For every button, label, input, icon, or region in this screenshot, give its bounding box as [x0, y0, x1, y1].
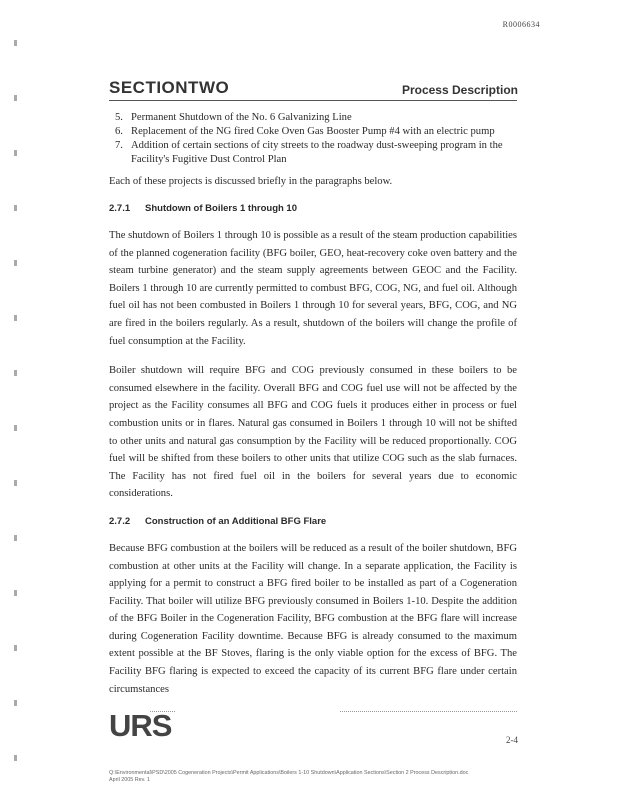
page-number: 2-4: [506, 735, 518, 745]
header-rule: [109, 100, 517, 101]
paragraph: Boiler shutdown will require BFG and COG previously consumed in these boilers to be consumed elsewhere in the facility. Overall BFG and COG fuel use will not be affected by the project as the Facility consumes all BFG and COG fuels it produces either in process or fuel combustion units or in flares. Natural gas consumed in Boilers 1 through 10 will not be shifted to other units and natural gas consumption by the Facility will be reduced proportionally. COG fuel will be shifted from these boilers to other units that utilize COG such as the slab furnaces. The Facility has not fired fuel oil in the boilers for several years due to economic considerations.: [109, 365, 517, 500]
subsection-heading-boilers: [109, 202, 517, 216]
subsection-number: 2.7.1: [109, 203, 131, 214]
document-number: R0006634: [502, 20, 540, 29]
list-item: [109, 139, 517, 167]
list-item: [109, 111, 517, 125]
revision-date: April 2005 Rev. 1: [109, 777, 150, 783]
page-title: Process Description: [401, 83, 518, 97]
list-item-text: Addition of certain sections of city streets to the roadway dust-sweeping program in the Facility's Fugitive Dust Control Plan: [131, 140, 503, 165]
subsection-title: Shutdown of Boilers 1 through 10: [145, 203, 297, 214]
list-item-text: Replacement of the NG fired Coke Oven Gas Booster Pump #4 with an electric pump: [131, 126, 495, 137]
project-list: [109, 111, 517, 167]
subsection-heading-flare: [109, 515, 517, 529]
paragraph: Because BFG combustion at the boilers will be reduced as a result of the boiler shutdown, BFG combustion at other units at the Facility will change. In a separate application, the Facility is applying for a permit to construct a BFG fired boiler to be installed as part of a Cogeneration Facility. That boiler will utilize BFG previously consumed in Boilers 1-10. Despite the addition of the BFG Boiler in the Cogeneration Facility, BFG combustion at the BFG flare will increase during Cogeneration Facility downtime. Because BFG is already consumed to the maximum extent possible at the BF Stoves, flaring is the only viable option for the excess of BFG. The Facility BFG flaring is expected to exceed the capacity of its current BFG flare under certain circumstances: [109, 542, 517, 695]
paragraph: The shutdown of Boilers 1 through 10 is possible as a result of the steam production capabilities of the planned cogeneration facility (BFG boiler, GEO, heat-recovery coke oven battery and the steam turbine generator) and the steam supply agreements between GEOC and the Facility. Boilers 1 through 10 are currently permitted to combust BFG, COG, NG, and fuel oil. Although fuel oil has not been combusted in Boilers 1 through 10 for several years, BFG, COG, and NG are fired in the boilers regularly. As a result, shutdown of the boilers will change the profile of fuel consumption at the Facility.: [109, 230, 517, 347]
list-item-number: 5.: [115, 112, 123, 123]
subsection-number: 2.7.2: [109, 515, 131, 527]
list-item-number: 6.: [115, 126, 123, 137]
footer-rule-right: [340, 711, 517, 712]
list-item-text: Permanent Shutdown of the No. 6 Galvanizing Line: [131, 112, 352, 123]
footer-path: [109, 770, 517, 784]
list-item: [109, 125, 517, 139]
list-item-number: 7.: [115, 140, 123, 151]
section-heading: SECTIONTWO: [109, 78, 230, 97]
document-body: [109, 111, 517, 710]
file-path: Q:\Environmental\PSD\2005 Cogeneration Projects\Permit Applications\Boilers 1-10 Shutdown\Application Sections\Section 2 Process Description.doc: [109, 770, 469, 776]
intro-paragraph: Each of these projects is discussed briefly in the paragraphs below.: [109, 176, 393, 187]
subsection-title: Construction of an Additional BFG Flare: [145, 515, 327, 527]
urs-logo: URS: [109, 708, 172, 743]
margin-marks: [14, 40, 18, 760]
